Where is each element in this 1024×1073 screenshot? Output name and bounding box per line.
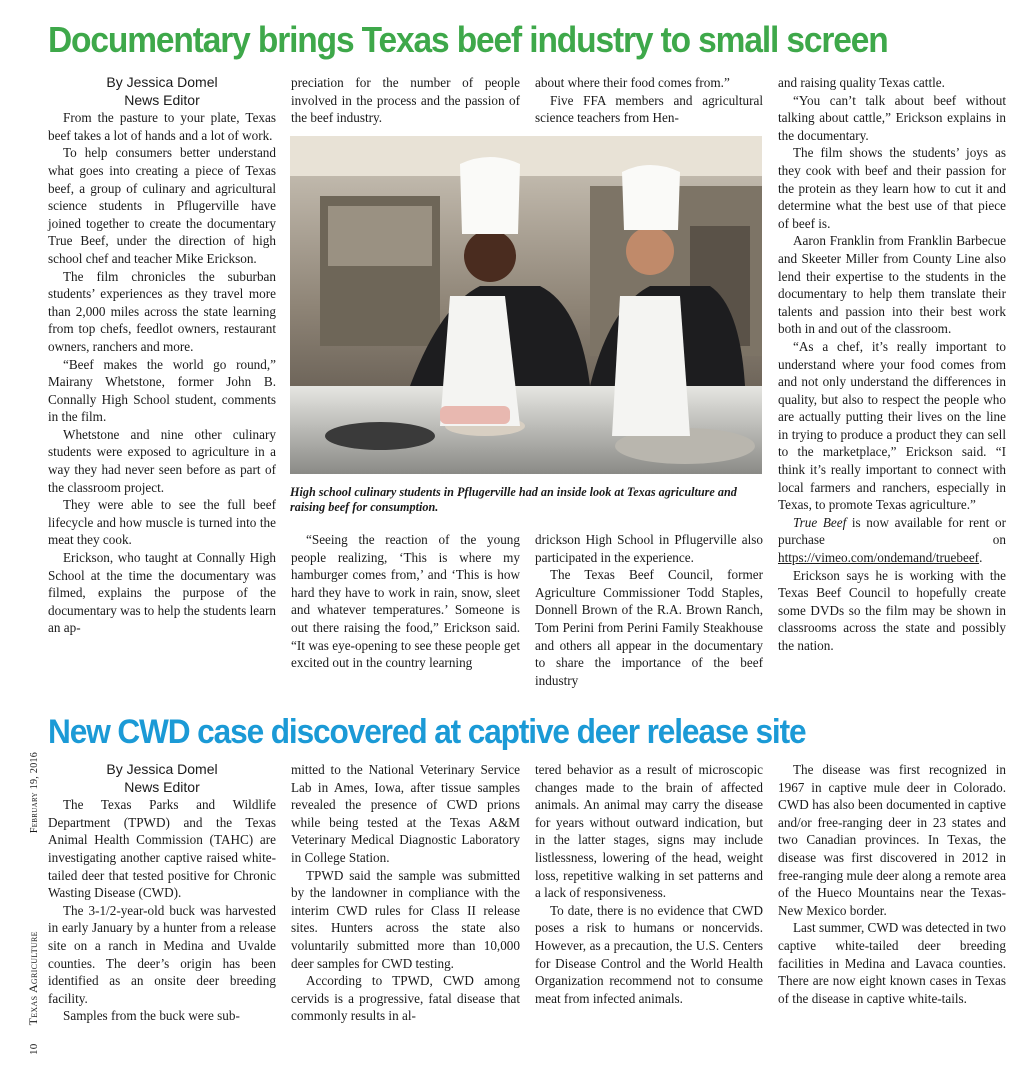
film-title: True Beef xyxy=(793,514,847,530)
paragraph: Erickson says he is working with the Texas Beef Council to hopefully create some DVDs so the film may be shown in classrooms across the state and possibly the nation. xyxy=(778,567,1006,653)
paragraph: about where their food comes from.” xyxy=(535,75,730,90)
paragraph: Aaron Franklin from Franklin Barbecue and Skeeter Miller from County Line also lend their expertise to the students in the documentary to help them translate their talents and passion into their best work both in and out of the classroom. xyxy=(778,233,1006,337)
article1-column-4 xyxy=(778,74,1006,655)
article1-column-3-bottom xyxy=(535,531,763,689)
paragraph: Five FFA members and agricultural science teachers from Hen- xyxy=(535,92,763,126)
paragraph: Samples from the buck were sub- xyxy=(63,1008,240,1024)
vimeo-link[interactable]: https://vimeo.com/ondemand/truebeef xyxy=(778,550,980,566)
paragraph: From the pasture to your plate, Texas beef takes a lot of hands and a lot of work. xyxy=(48,110,276,143)
paragraph: The film shows the students’ joys as they cook with beef and their passion for the protein as they learn how to cut it and determine what the best use of that piece of beef is. xyxy=(778,145,1006,231)
photo-caption: High school culinary students in Pflugerville had an inside look at Texas agriculture and raising beef for consumption. xyxy=(290,485,737,514)
issue-date: February 19, 2016 xyxy=(29,751,40,834)
chefs-cooking-photo xyxy=(290,136,762,474)
paragraph: The 3-1/2-year-old buck was harvested in early January by a hunter from a release site on a ranch in Medina and Uvalde counties. The deer’s origin has been identified as an onsite deer breeding facility. xyxy=(48,902,276,1006)
article2-column-1 xyxy=(48,761,276,1025)
article2-column-3 xyxy=(535,761,763,1007)
paragraph: drickson High School in Pflugerville also participated in the experience. xyxy=(535,532,763,565)
byline-name: By Jessica Domel xyxy=(106,761,218,777)
byline-title: News Editor xyxy=(124,778,200,795)
paragraph: Whetstone and nine other culinary students were exposed to agriculture in a way they had never seen before as part of the classroom project. xyxy=(48,426,276,495)
paragraph: preciation for the number of people involved in the process and the passion of the beef industry. xyxy=(291,75,520,126)
article1-column-1 xyxy=(48,74,276,637)
paragraph: Erickson, who taught at Connally High School at the time the documentary was filmed, explains the purpose of the documentary was to help the students learn an ap- xyxy=(48,550,276,636)
article2-column-4 xyxy=(778,761,1006,1007)
paragraph: The Texas Beef Council, former Agriculture Commissioner Todd Staples, Donnell Brown of the R.A. Brown Ranch, Tom Perini from Perini Family Steakhouse and others all appear in the documentary to share the importance of the beef industry xyxy=(535,567,763,688)
paragraph: “As a chef, it’s really important to understand where your food comes from and not only understand the differences in quality, but also to respect the people who are actually putting their lives on the line in trying to produce a product they can sell to the marketplace,” Erickson said. “I think it’s really important to connect with local farmers and ranchers, especially in Texas, to promote Texas agriculture.” xyxy=(778,338,1006,513)
paragraph: The Texas Parks and Wildlife Department (TPWD) and the Texas Animal Health Commission (TAHC) are investigating another captive raised white-tailed deer that tested positive for Chronic Wasting Disease (CWD). xyxy=(48,797,276,901)
article2-headline: New CWD case discovered at captive deer release site xyxy=(48,713,806,751)
availability-paragraph: True Beef is now available for rent or purchase on https://vimeo.com/ondemand/truebeef. xyxy=(778,514,1006,566)
byline-name: By Jessica Domel xyxy=(106,74,218,90)
paragraph: and raising quality Texas cattle. xyxy=(778,75,945,90)
article2-column-2 xyxy=(291,761,520,1025)
page-folio xyxy=(26,752,41,1055)
publication-name: Texas Agriculture xyxy=(26,931,40,1026)
paragraph: They were able to see the full beef lifecycle and how muscle is turned into the meat they cook. xyxy=(48,497,276,548)
article1-column-2-top xyxy=(291,74,520,127)
paragraph: tered behavior as a result of microscopic changes made to the brain of affected animals. An animal may carry the disease for years without outward indication, but in the latter stages, signs may include listlessness, lowering of the head, weight loss, repetitive walking in set patterns and a lack of responsiveness. xyxy=(535,762,763,901)
paragraph: To date, there is no evidence that CWD poses a risk to humans or noncervids. However, as a precaution, the U.S. Centers for Disease Control and the World Health Organization recommend not to consume meat from infected animals. xyxy=(535,902,763,1006)
article1-column-2-bottom xyxy=(291,531,520,672)
paragraph: The disease was first recognized in 1967 in captive mule deer in Colorado. CWD has also been documented in captive and/or free-ranging deer in 23 states and two Canadian provinces. In Texas, the disease was first discovered in 2012 in free-ranging mule deer along a remote area of the Hueco Mountains near the Texas-New Mexico border. xyxy=(778,762,1006,918)
kitchen-photo xyxy=(290,136,762,474)
article1-headline: Documentary brings Texas beef industry to small screen xyxy=(48,19,888,60)
paragraph: To help consumers better understand what goes into creating a piece of Texas beef, a group of culinary and agricultural science students in Pflugerville have joined together to create the documentary True Beef, under the direction of high school chef and teacher Mike Erickson. xyxy=(48,145,276,266)
byline-title: News Editor xyxy=(124,91,200,108)
page-number: 10 xyxy=(28,1043,40,1055)
paragraph: “Seeing the reaction of the young people realizing, ‘This is where my hamburger comes from,’ and ‘This is how hard they have to work in rain, snow, sleet and whatever temperatures.’ Someone is out there raising the food,” Erickson said. “It was eye-opening to see these people get excited out in the country learning xyxy=(291,532,520,671)
paragraph: The film chronicles the suburban students’ experiences as they travel more than 2,000 miles across the state learning from top chefs, feedlot owners, restaurant owners, ranchers and more. xyxy=(48,268,276,354)
paragraph: “You can’t talk about beef without talking about cattle,” Erickson explains in the documentary. xyxy=(778,92,1006,143)
paragraph: According to TPWD, CWD among cervids is a progressive, fatal disease that commonly results in al- xyxy=(291,973,520,1024)
paragraph: Last summer, CWD was detected in two captive white-tailed deer breeding facilities in Medina and Lavaca counties. There are now eight known cases in Texas of the disease in captive white-tails. xyxy=(778,920,1006,1006)
paragraph: “Beef makes the world go round,” Mairany Whetstone, former John B. Connally High School student, comments in the film. xyxy=(48,356,276,425)
article1-column-3-top xyxy=(535,74,763,127)
paragraph: mitted to the National Veterinary Service Lab in Ames, Iowa, after tissue samples revealed the presence of CWD prions while being tested at the Texas A&M Veterinary Medical Diagnostic Laboratory in College Station. xyxy=(291,762,520,865)
paragraph: TPWD said the sample was submitted by the landowner in compliance with the interim CWD rules for Class II release sites. Hunters across the state also voluntarily submitted more than 10,000 deer samples for CWD testing. xyxy=(291,867,520,971)
